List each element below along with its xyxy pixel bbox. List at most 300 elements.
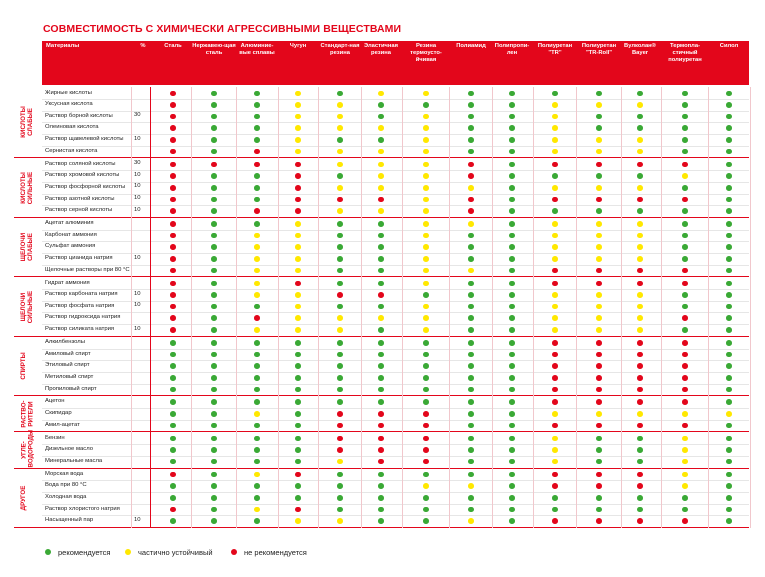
rating-dot xyxy=(423,114,429,120)
row-divider xyxy=(42,492,749,493)
rating-dot xyxy=(637,352,643,358)
column-divider xyxy=(402,87,403,528)
column-divider xyxy=(492,87,493,528)
rating-dot xyxy=(509,327,515,333)
rating-dot xyxy=(337,459,343,465)
rating-dot xyxy=(211,411,217,417)
rating-dot xyxy=(726,197,732,203)
rating-dot xyxy=(423,244,429,250)
rating-dot xyxy=(254,483,260,489)
row-name: Раствор фосфорной кислоты xyxy=(45,183,126,190)
rating-dot xyxy=(378,459,384,465)
rating-dot xyxy=(170,281,176,287)
rating-dot xyxy=(726,340,732,346)
rating-dot xyxy=(468,268,474,274)
rating-dot xyxy=(295,472,301,478)
rating-dot xyxy=(552,352,558,358)
rating-dot xyxy=(726,221,732,227)
rating-dot xyxy=(254,363,260,369)
rating-dot xyxy=(254,268,260,274)
rating-dot xyxy=(254,340,260,346)
rating-dot xyxy=(295,197,301,203)
rating-dot xyxy=(170,352,176,358)
rating-dot xyxy=(552,162,558,168)
rating-dot xyxy=(637,411,643,417)
rating-dot xyxy=(682,173,688,179)
rating-dot xyxy=(423,387,429,393)
rating-dot xyxy=(423,173,429,179)
rating-dot xyxy=(254,315,260,321)
rating-dot xyxy=(170,423,176,429)
rating-dot xyxy=(552,459,558,465)
rating-dot xyxy=(254,507,260,513)
group-label-line: СИЛЬНЫЕ xyxy=(27,171,34,204)
rating-dot xyxy=(295,114,301,120)
rating-dot xyxy=(682,197,688,203)
rating-dot xyxy=(378,315,384,321)
rating-dot xyxy=(254,447,260,453)
rating-dot xyxy=(682,507,688,513)
rating-dot xyxy=(423,472,429,478)
group-separator xyxy=(14,468,749,469)
rating-dot xyxy=(211,125,217,131)
rating-dot xyxy=(378,304,384,310)
row-percent: 10 xyxy=(134,183,141,190)
rating-dot xyxy=(552,315,558,321)
rating-dot xyxy=(378,173,384,179)
rating-dot xyxy=(596,315,602,321)
rating-dot xyxy=(170,221,176,227)
header-col-5: Стандарт-ная резина xyxy=(320,43,360,56)
rating-dot xyxy=(337,281,343,287)
rating-dot xyxy=(378,507,384,513)
row-divider xyxy=(42,480,749,481)
rating-dot xyxy=(211,91,217,97)
rating-dot xyxy=(423,221,429,227)
rating-dot xyxy=(170,495,176,501)
rating-dot xyxy=(468,423,474,429)
rating-dot xyxy=(254,352,260,358)
rating-dot xyxy=(552,114,558,120)
rating-dot xyxy=(468,327,474,333)
row-name: Щелочные растворы при 80 °С xyxy=(45,266,130,273)
row-divider xyxy=(42,372,749,373)
rating-dot xyxy=(295,340,301,346)
rating-dot xyxy=(726,173,732,179)
rating-dot xyxy=(637,173,643,179)
row-divider xyxy=(42,324,749,325)
rating-dot xyxy=(509,185,515,191)
row-divider xyxy=(42,349,749,350)
header-col-9: Полипропи-лен xyxy=(494,43,530,56)
rating-dot xyxy=(726,244,732,250)
column-divider xyxy=(361,87,362,528)
rating-dot xyxy=(726,375,732,381)
rating-dot xyxy=(254,387,260,393)
rating-dot xyxy=(423,268,429,274)
rating-dot xyxy=(726,423,732,429)
row-divider xyxy=(42,122,749,123)
rating-dot xyxy=(254,91,260,97)
rating-dot xyxy=(337,233,343,239)
rating-dot xyxy=(682,292,688,298)
rating-dot xyxy=(211,472,217,478)
rating-dot xyxy=(295,327,301,333)
rating-dot xyxy=(337,125,343,131)
rating-dot xyxy=(596,387,602,393)
rating-dot xyxy=(378,387,384,393)
rating-dot xyxy=(378,114,384,120)
rating-dot xyxy=(295,375,301,381)
rating-dot xyxy=(378,91,384,97)
rating-dot xyxy=(552,495,558,501)
rating-dot xyxy=(468,375,474,381)
rating-dot xyxy=(552,399,558,405)
rating-dot xyxy=(637,483,643,489)
rating-dot xyxy=(378,472,384,478)
rating-dot xyxy=(468,102,474,108)
rating-dot xyxy=(295,447,301,453)
rating-dot xyxy=(682,315,688,321)
rating-dot xyxy=(295,436,301,442)
rating-dot xyxy=(211,495,217,501)
rating-dot xyxy=(378,185,384,191)
rating-dot xyxy=(509,411,515,417)
rating-dot xyxy=(423,327,429,333)
rating-dot xyxy=(682,137,688,143)
rating-dot xyxy=(254,495,260,501)
row-name: Минеральные масла xyxy=(45,457,103,464)
row-name: Раствор борной кислоты xyxy=(45,112,113,119)
rating-dot xyxy=(254,327,260,333)
rating-dot xyxy=(211,387,217,393)
header-col-14: Силол xyxy=(719,43,739,49)
rating-dot xyxy=(211,137,217,143)
rating-dot xyxy=(378,447,384,453)
rating-dot xyxy=(509,102,515,108)
row-percent: 10 xyxy=(134,516,141,523)
legend-label: частично устойчивый xyxy=(138,548,213,557)
column-divider xyxy=(576,87,577,528)
column-divider xyxy=(191,87,192,528)
rating-dot xyxy=(295,281,301,287)
row-name: Уксусная кислота xyxy=(45,101,93,108)
rating-dot xyxy=(637,256,643,262)
rating-dot xyxy=(254,197,260,203)
rating-dot xyxy=(682,327,688,333)
row-name: Раствор хлористого натрия xyxy=(45,505,120,512)
rating-dot xyxy=(726,281,732,287)
rating-dot xyxy=(596,268,602,274)
rating-dot xyxy=(211,268,217,274)
row-name: Раствор соляной кислоты xyxy=(45,160,116,167)
rating-dot xyxy=(552,102,558,108)
rating-dot xyxy=(637,221,643,227)
group-label xyxy=(20,218,36,276)
rating-dot xyxy=(552,375,558,381)
rating-dot xyxy=(509,91,515,97)
rating-dot xyxy=(552,423,558,429)
rating-dot xyxy=(170,327,176,333)
group-label-line: СЛАБЫЕ xyxy=(27,233,35,262)
rating-dot xyxy=(295,411,301,417)
rating-dot xyxy=(726,137,732,143)
rating-dot xyxy=(337,114,343,120)
rating-dot xyxy=(682,221,688,227)
row-name: Раствор фосфата натрия xyxy=(45,302,115,309)
rating-dot xyxy=(337,399,343,405)
rating-dot xyxy=(378,340,384,346)
row-name: Амиловый спирт xyxy=(45,350,91,357)
rating-dot xyxy=(637,459,643,465)
rating-dot xyxy=(682,411,688,417)
rating-dot xyxy=(423,315,429,321)
rating-dot xyxy=(637,244,643,250)
rating-dot xyxy=(596,304,602,310)
rating-dot xyxy=(423,125,429,131)
rating-dot xyxy=(682,399,688,405)
row-divider xyxy=(42,230,749,231)
rating-dot xyxy=(378,281,384,287)
rating-dot xyxy=(337,327,343,333)
rating-dot xyxy=(337,304,343,310)
rating-dot xyxy=(637,375,643,381)
rating-dot xyxy=(378,102,384,108)
rating-dot xyxy=(423,363,429,369)
rating-dot xyxy=(211,436,217,442)
rating-dot xyxy=(378,149,384,155)
rating-dot xyxy=(170,292,176,298)
rating-dot xyxy=(211,352,217,358)
rating-dot xyxy=(596,375,602,381)
rating-dot xyxy=(295,149,301,155)
rating-dot xyxy=(211,233,217,239)
rating-dot xyxy=(423,518,429,524)
column-divider xyxy=(621,87,622,528)
rating-dot xyxy=(378,244,384,250)
row-divider xyxy=(42,444,749,445)
row-percent: 10 xyxy=(134,195,141,202)
rating-dot xyxy=(637,387,643,393)
rating-dot xyxy=(637,197,643,203)
rating-dot xyxy=(637,315,643,321)
rating-dot xyxy=(423,399,429,405)
rating-dot xyxy=(468,483,474,489)
rating-dot xyxy=(637,208,643,214)
rating-dot xyxy=(337,423,343,429)
row-name: Скипидар xyxy=(45,410,72,417)
rating-dot xyxy=(726,411,732,417)
rating-dot xyxy=(596,185,602,191)
rating-dot xyxy=(423,137,429,143)
rating-dot xyxy=(378,256,384,262)
rating-dot xyxy=(509,375,515,381)
rating-dot xyxy=(682,256,688,262)
rating-dot xyxy=(596,102,602,108)
rating-dot xyxy=(211,304,217,310)
rating-dot xyxy=(170,387,176,393)
rating-dot xyxy=(378,233,384,239)
rating-dot xyxy=(170,411,176,417)
rating-dot xyxy=(596,411,602,417)
rating-dot xyxy=(468,352,474,358)
rating-dot xyxy=(378,197,384,203)
rating-dot xyxy=(170,375,176,381)
rating-dot xyxy=(211,518,217,524)
rating-dot xyxy=(637,125,643,131)
rating-dot xyxy=(637,162,643,168)
rating-dot xyxy=(468,125,474,131)
rating-dot xyxy=(423,256,429,262)
row-divider xyxy=(42,301,749,302)
rating-dot xyxy=(637,292,643,298)
rating-dot xyxy=(596,363,602,369)
rating-dot xyxy=(211,363,217,369)
rating-dot xyxy=(726,114,732,120)
rating-dot xyxy=(596,114,602,120)
row-divider xyxy=(42,170,749,171)
header-col-2: Нержавею-щая сталь xyxy=(192,43,236,56)
group-label-line: ВОДОРОДЫ xyxy=(26,429,34,468)
rating-dot xyxy=(295,162,301,168)
rating-dot xyxy=(637,149,643,155)
rating-dot xyxy=(170,518,176,524)
legend-label: рекомендуется xyxy=(58,548,111,557)
rating-dot xyxy=(596,472,602,478)
rating-dot xyxy=(378,483,384,489)
rating-dot xyxy=(295,507,301,513)
row-divider xyxy=(42,515,749,516)
rating-dot xyxy=(170,268,176,274)
rating-dot xyxy=(468,292,474,298)
rating-dot xyxy=(682,91,688,97)
rating-dot xyxy=(509,221,515,227)
rating-dot xyxy=(682,268,688,274)
rating-dot xyxy=(552,363,558,369)
rating-dot xyxy=(170,363,176,369)
rating-dot xyxy=(552,268,558,274)
rating-dot xyxy=(170,137,176,143)
rating-dot xyxy=(468,91,474,97)
rating-dot xyxy=(337,387,343,393)
rating-dot xyxy=(254,185,260,191)
header-col-8: Полиамид xyxy=(456,43,486,49)
row-divider xyxy=(42,289,749,290)
rating-dot xyxy=(211,173,217,179)
column-divider xyxy=(131,87,132,528)
rating-dot xyxy=(726,352,732,358)
row-divider xyxy=(42,504,749,505)
rating-dot xyxy=(254,399,260,405)
rating-dot xyxy=(509,363,515,369)
row-name: Морская вода xyxy=(45,470,84,477)
group-label-line: ЩЕЛОЧИ xyxy=(20,292,28,321)
row-name: Раствор щавелевой кислоты xyxy=(45,136,124,143)
row-percent: 10 xyxy=(134,290,141,297)
rating-dot xyxy=(552,256,558,262)
rating-dot xyxy=(337,197,343,203)
rating-dot xyxy=(337,137,343,143)
rating-dot xyxy=(726,304,732,310)
row-name: Пропиловый спирт xyxy=(45,385,97,392)
rating-dot xyxy=(211,423,217,429)
rating-dot xyxy=(378,208,384,214)
rating-dot xyxy=(170,114,176,120)
rating-dot xyxy=(468,447,474,453)
row-divider xyxy=(42,111,749,112)
rating-dot xyxy=(596,459,602,465)
rating-dot xyxy=(295,315,301,321)
rating-dot xyxy=(637,340,643,346)
rating-dot xyxy=(378,411,384,417)
rating-dot xyxy=(170,447,176,453)
rating-dot xyxy=(552,483,558,489)
rating-dot xyxy=(254,233,260,239)
rating-dot xyxy=(682,125,688,131)
rating-dot xyxy=(170,208,176,214)
rating-dot xyxy=(552,292,558,298)
rating-dot xyxy=(295,173,301,179)
group-separator xyxy=(14,527,749,528)
rating-dot xyxy=(552,244,558,250)
header-col-1: Сталь xyxy=(164,43,182,49)
rating-dot xyxy=(378,268,384,274)
rating-dot xyxy=(682,244,688,250)
rating-dot xyxy=(337,149,343,155)
rating-dot xyxy=(378,423,384,429)
row-name: Ацетат алюминия xyxy=(45,220,94,227)
group-label-line: СИЛЬНЫЕ xyxy=(27,290,35,323)
legend-dot xyxy=(231,549,237,555)
rating-dot xyxy=(552,173,558,179)
row-divider xyxy=(42,146,749,147)
rating-dot xyxy=(295,363,301,369)
rating-dot xyxy=(170,149,176,155)
rating-dot xyxy=(726,483,732,489)
rating-dot xyxy=(295,518,301,524)
rating-dot xyxy=(637,447,643,453)
rating-dot xyxy=(552,125,558,131)
rating-dot xyxy=(682,495,688,501)
rating-dot xyxy=(337,102,343,108)
rating-dot xyxy=(423,447,429,453)
group-label xyxy=(19,429,36,468)
rating-dot xyxy=(254,459,260,465)
rating-dot xyxy=(337,162,343,168)
rating-dot xyxy=(468,495,474,501)
rating-dot xyxy=(509,315,515,321)
rating-dot xyxy=(170,315,176,321)
header-col-6: Эластичная резина xyxy=(364,43,398,56)
rating-dot xyxy=(726,233,732,239)
rating-dot xyxy=(726,208,732,214)
rating-dot xyxy=(337,495,343,501)
rating-dot xyxy=(726,91,732,97)
rating-dot xyxy=(682,162,688,168)
rating-dot xyxy=(170,102,176,108)
rating-dot xyxy=(337,447,343,453)
rating-dot xyxy=(378,399,384,405)
rating-dot xyxy=(170,162,176,168)
rating-dot xyxy=(211,483,217,489)
rating-dot xyxy=(726,495,732,501)
rating-dot xyxy=(295,221,301,227)
rating-dot xyxy=(170,483,176,489)
group-label-line: СПИРТЫ xyxy=(20,352,28,380)
rating-dot xyxy=(509,173,515,179)
rating-dot xyxy=(509,292,515,298)
rating-dot xyxy=(295,125,301,131)
